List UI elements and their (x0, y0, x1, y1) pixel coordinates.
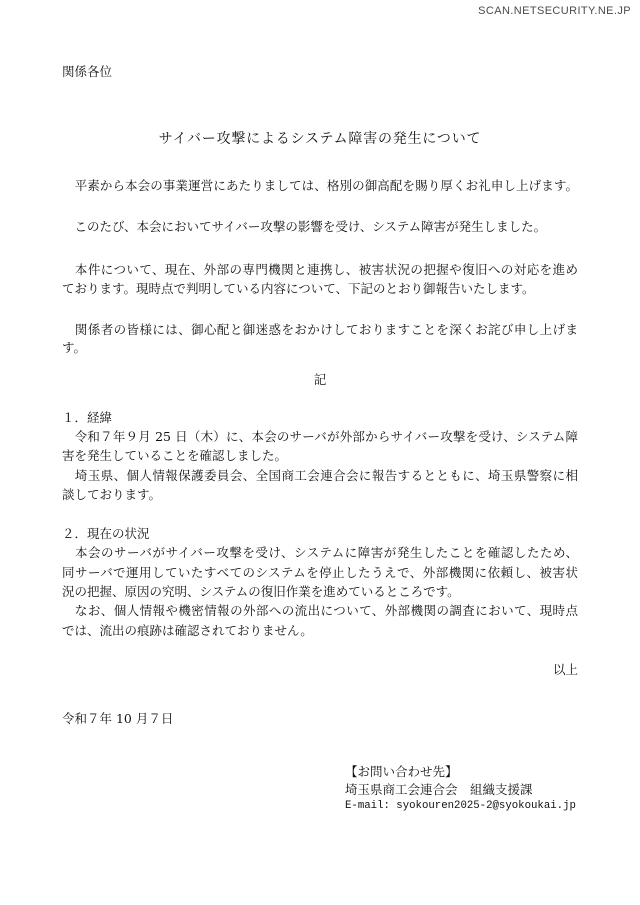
contact-email: E-mail: syokouren2025-2@syokoukai.jp (345, 800, 576, 812)
section-line: 本会のサーバがサイバー攻撃を受け、システムに障害が発生したことを確認したため、 (62, 545, 578, 560)
section-heading: １．経緯 (62, 410, 113, 425)
issue-date: 令和７年 10 月７日 (62, 711, 174, 726)
document-title: サイバー攻撃によるシステム障害の発生について (158, 131, 482, 147)
source-watermark: SCAN.NETSECURITY.NE.JP (478, 5, 631, 17)
section-heading: ２．現在の状況 (62, 526, 150, 541)
closing-mark: 以上 (552, 662, 578, 677)
intro-paragraph-2-line: このたび、本会においてサイバー攻撃の影響を受け、システム障害が発生しました。 (62, 219, 547, 234)
section-line: 況の把握、原因の究明、システムの復旧作業を進めているところです。 (62, 584, 460, 599)
section-line: 害を発生していることを確認しました。 (62, 448, 288, 463)
intro-paragraph-4-line: す。 (62, 340, 87, 355)
intro-paragraph-1-line: 平素から本会の事業運営にあたりましては、格別の御高配を賜り厚くお礼申し上げます。 (62, 178, 578, 193)
intro-paragraph-3-line: 本件について、現在、外部の専門機関と連携し、被害状況の把握や復旧への対応を進め (62, 262, 578, 277)
addressee: 関係各位 (62, 64, 113, 79)
section-line: なお、個人情報や機密情報の外部への流出について、外部機関の調査において、現時点 (62, 603, 578, 618)
section-line: 談しております。 (62, 487, 162, 502)
intro-paragraph-4-line: 関係者の皆様には、御心配と御迷惑をおかけしておりますことを深くお詫び申し上げま (62, 322, 578, 337)
section-line: では、流出の痕跡は確認されておりません。 (62, 623, 313, 638)
section-line: 同サーバで運用していたすべてのシステムを停止したうえで、外部機関に依頼し、被害状 (62, 565, 578, 580)
intro-paragraph-3-line: ております。現時点で判明している内容について、下記のとおり御報告いたします。 (62, 281, 535, 296)
contact-organization: 埼玉県商工会連合会 組織支援課 (345, 782, 533, 797)
contact-heading: 【お問い合わせ先】 (345, 764, 458, 779)
ki-marker: 記 (313, 372, 327, 387)
section-line: 埼玉県、個人情報保護委員会、全国商工会連合会に報告するとともに、埼玉県警察に相 (62, 468, 578, 483)
section-line: 令和７年９月 25 日（木）に、本会のサーバが外部からサイバー攻撃を受け、システム障 (62, 429, 578, 444)
